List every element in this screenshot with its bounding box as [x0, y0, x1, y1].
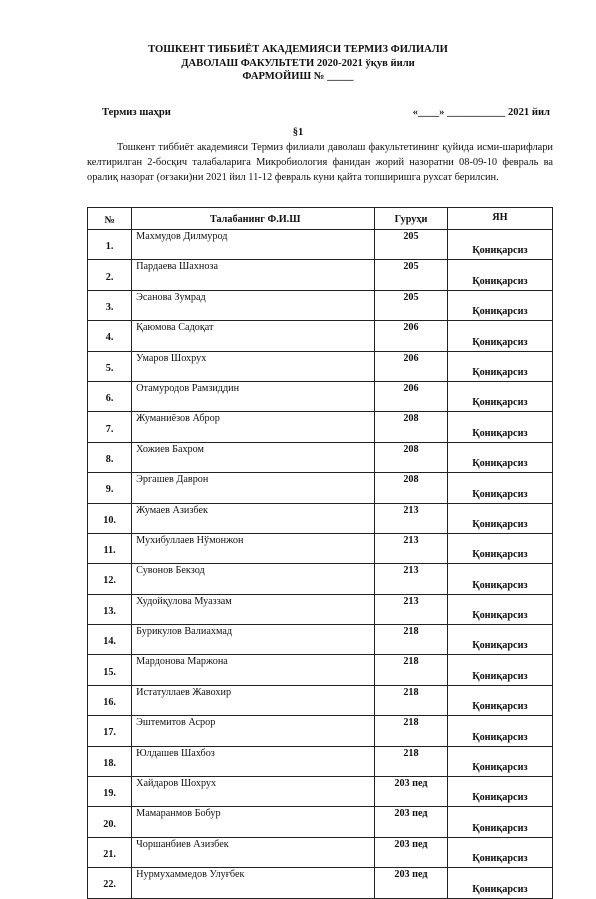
table-row [88, 807, 553, 837]
table-row [88, 564, 553, 594]
student-group: 213 [375, 533, 448, 563]
student-status: Қониқарсиз [447, 230, 552, 260]
table-row [88, 321, 553, 351]
row-number: 7. [88, 412, 132, 442]
table-row [88, 716, 553, 746]
table-row [88, 685, 553, 715]
student-name: Чоршанбиев Азизбек [132, 837, 375, 867]
row-number: 21. [88, 837, 132, 867]
student-group: 213 [375, 564, 448, 594]
student-group: 218 [375, 625, 448, 655]
table-row [88, 533, 553, 563]
row-number: 4. [88, 321, 132, 351]
student-name: Махмудов Дилмурод [132, 230, 375, 260]
row-number: 17. [88, 716, 132, 746]
student-group: 205 [375, 290, 448, 320]
student-group: 203 пед [375, 807, 448, 837]
row-number: 5. [88, 351, 132, 381]
row-number: 6. [88, 381, 132, 411]
table-row [88, 412, 553, 442]
student-name: Қаюмова Садоқат [132, 321, 375, 351]
row-number: 20. [88, 807, 132, 837]
table-body [88, 230, 553, 899]
row-number: 9. [88, 473, 132, 503]
table-row [88, 230, 553, 260]
table-row [88, 625, 553, 655]
table-row [88, 503, 553, 533]
student-table [87, 207, 553, 899]
student-name: Хожиев Бахром [132, 442, 375, 472]
row-number: 13. [88, 594, 132, 624]
student-group: 203 пед [375, 777, 448, 807]
student-group: 203 пед [375, 837, 448, 867]
student-status: Қониқарсиз [447, 685, 552, 715]
header-name: Талабанинг Ф.И.Ш [132, 208, 375, 230]
student-group: 213 [375, 503, 448, 533]
row-number: 15. [88, 655, 132, 685]
table-header-row [88, 208, 553, 230]
header-faculty: ДАВОЛАШ ФАКУЛЬТЕТИ 2020-2021 ўқув йили [181, 57, 415, 69]
student-group: 206 [375, 321, 448, 351]
section-mark: §1 [292, 127, 304, 138]
table-row [88, 260, 553, 290]
student-group: 218 [375, 746, 448, 776]
student-name: Худойқулова Муаззам [132, 594, 375, 624]
header-order-title: ФАРМОЙИШ № _____ [242, 71, 354, 82]
student-group: 208 [375, 473, 448, 503]
student-group: 208 [375, 442, 448, 472]
student-name: Эсанова Зумрад [132, 290, 375, 320]
student-status: Қониқарсиз [447, 655, 552, 685]
student-name: Истатуллаев Жавохир [132, 685, 375, 715]
place: Термиз шаҳри [102, 107, 171, 118]
student-name: Эштемитов Асрор [132, 716, 375, 746]
header-institution: ТОШКЕНТ ТИББИЁТ АКАДЕМИЯСИ ТЕРМИЗ ФИЛИАЛИ [148, 44, 448, 55]
student-name: Мардонова Маржона [132, 655, 375, 685]
student-status: Қониқарсиз [447, 321, 552, 351]
student-name: Мухибуллаев Нўмонжон [132, 533, 375, 563]
student-name: Мамаранмов Бобур [132, 807, 375, 837]
student-name: Хайдаров Шохрух [132, 777, 375, 807]
student-group: 218 [375, 685, 448, 715]
header-group: Гуруҳи [375, 208, 448, 230]
student-name: Нурмухаммедов Улуғбек [132, 868, 375, 898]
row-number: 18. [88, 746, 132, 776]
header-status: ЯН [447, 208, 552, 230]
student-status: Қониқарсиз [447, 564, 552, 594]
student-status: Қониқарсиз [447, 533, 552, 563]
row-number: 10. [88, 503, 132, 533]
student-name: Умаров Шохрух [132, 351, 375, 381]
student-group: 208 [375, 412, 448, 442]
student-name: Сувонов Бекзод [132, 564, 375, 594]
row-number: 19. [88, 777, 132, 807]
row-number: 12. [88, 564, 132, 594]
student-status: Қониқарсиз [447, 290, 552, 320]
row-number: 8. [88, 442, 132, 472]
header-number: № [88, 208, 132, 230]
row-number: 3. [88, 290, 132, 320]
row-number: 14. [88, 625, 132, 655]
table-row [88, 442, 553, 472]
row-number: 2. [88, 260, 132, 290]
student-status: Қониқарсиз [447, 381, 552, 411]
student-status: Қониқарсиз [447, 868, 552, 898]
row-number: 16. [88, 685, 132, 715]
student-name: Бурикулов Валиахмад [132, 625, 375, 655]
row-number: 1. [88, 230, 132, 260]
student-group: 205 [375, 260, 448, 290]
student-group: 203 пед [375, 868, 448, 898]
student-group: 218 [375, 716, 448, 746]
row-number: 22. [88, 868, 132, 898]
student-group: 213 [375, 594, 448, 624]
row-number: 11. [88, 533, 132, 563]
student-group: 205 [375, 230, 448, 260]
student-status: Қониқарсиз [447, 260, 552, 290]
table-row [88, 594, 553, 624]
table-row [88, 381, 553, 411]
student-name: Пардаева Шахноза [132, 260, 375, 290]
student-status: Қониқарсиз [447, 777, 552, 807]
student-status: Қониқарсиз [447, 716, 552, 746]
student-status: Қониқарсиз [447, 412, 552, 442]
student-status: Қониқарсиз [447, 473, 552, 503]
student-name: Юлдашев Шахбоз [132, 746, 375, 776]
student-status: Қониқарсиз [447, 807, 552, 837]
student-name: Жумаев Азизбек [132, 503, 375, 533]
student-status: Қониқарсиз [447, 442, 552, 472]
document-header [0, 43, 596, 84]
student-group: 206 [375, 381, 448, 411]
table-row [88, 868, 553, 898]
student-status: Қониқарсиз [447, 351, 552, 381]
student-name: Отамуродов Рамзиддин [132, 381, 375, 411]
student-group: 218 [375, 655, 448, 685]
table-row [88, 777, 553, 807]
order-paragraph: Тошкент тиббиёт академияси Термиз филиали даволаш факультетининг қуйида исми-шарифлари келтирилган 2-босқич талабаларига Микробиология фанидан жорий назоратни 08-09-10 февраль ва оралиқ назорат (оғзаки)ни 2021 йил 11-12 февраль куни қайта топширишга рухсат берилсин. [87, 142, 553, 183]
student-status: Қониқарсиз [447, 837, 552, 867]
student-name: Эргашев Даврон [132, 473, 375, 503]
student-name: Жуманиёзов Аброр [132, 412, 375, 442]
table-row [88, 655, 553, 685]
student-status: Қониқарсиз [447, 503, 552, 533]
table-row [88, 351, 553, 381]
table-row [88, 290, 553, 320]
student-status: Қониқарсиз [447, 746, 552, 776]
date: «____» ___________ 2021 йил [412, 107, 550, 118]
table-row [88, 473, 553, 503]
table-row [88, 746, 553, 776]
student-status: Қониқарсиз [447, 594, 552, 624]
student-group: 206 [375, 351, 448, 381]
student-status: Қониқарсиз [447, 625, 552, 655]
